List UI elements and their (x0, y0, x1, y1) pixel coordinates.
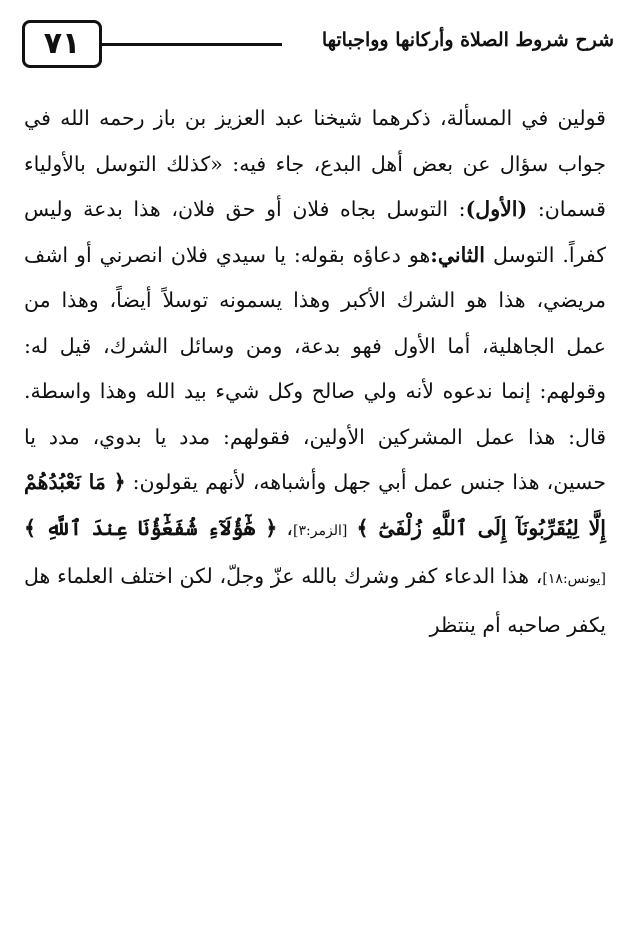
bold-second: الثاني: (430, 242, 485, 267)
page-number: ٧١ (22, 20, 102, 68)
running-title: شرح شروط الصلاة وأركانها وواجباتها (321, 29, 614, 51)
verse-reference-2: [يونس:١٨] (542, 571, 606, 587)
text-segment-1: قولين في المسألة، ذكرهما شيخنا عبد العزيز بن باز رحمه الله في جواب سؤال عن بعض أهل البدع، جاء فيه: «كذلك التوسل بالأولياء قسمان: (24, 106, 606, 221)
page-header (22, 20, 614, 76)
paragraph (24, 96, 606, 648)
text-segment-3: هو دعاؤه بقوله: يا سيدي فلان انصرني أو اشف مريضي، هذا هو الشرك الأكبر وهذا يسمونه توسلاً أيضاً، وهذا من عمل الجاهلية، أما الأول فهو بدعة، ومن وسائل الشرك، قيل له: وقولهم: إنما ندعوه لأنه ولي صالح وكل شيء بيد الله وهذا واسطة. قال: هذا عمل المشركين الأولين، فقولهم: مدد يا بدوي، مدد يا حسين، هذا جنس عمل أبي جهل وأشباهه، لأنهم يقولون: (24, 242, 606, 494)
quran-verse-2: ﴿ هَٰٓؤُلَآءِ شُفَعَٰٓؤُنَا عِندَ ٱللَّهِ ﴾ (24, 515, 278, 540)
bold-first: (الأول) (465, 197, 528, 221)
text-segment-2: : التوسل بجاه فلان أو حق فلان، هذا بدعة وليس كفراً. التوسل (24, 197, 606, 267)
text-segment-4: ، هذا الدعاء كفر وشرك بالله عزّ وجلّ، لكن اختلف العلماء هل يكفر صاحبه أم ينتظر (24, 564, 606, 637)
quran-verse-1: ﴿ مَا نَعْبُدُهُمْ إِلَّا لِيُقَرِّبُونَآ إِلَى ٱللَّهِ زُلْفَىٰٓ ﴾ (24, 470, 606, 540)
verse-reference-1: [الزمر:٣] (293, 522, 348, 539)
body-text (24, 96, 606, 648)
header-rule (102, 43, 282, 46)
separator: ، (286, 515, 294, 540)
